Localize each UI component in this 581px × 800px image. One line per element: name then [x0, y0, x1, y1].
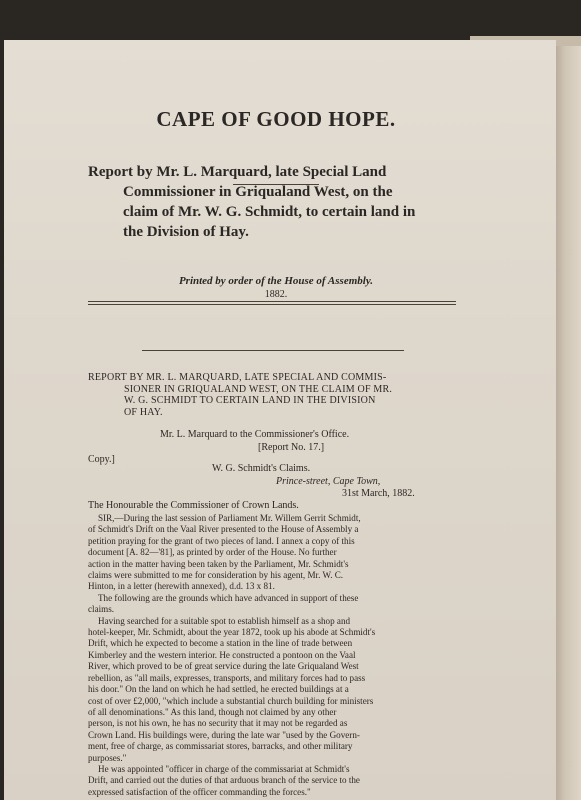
- report-heading-line: OF HAY.: [124, 406, 163, 418]
- body-line: of all denominations." As this land, though not claimed by any other: [88, 706, 337, 717]
- body-line: expressed satisfaction of the officer commanding the forces.": [88, 786, 311, 797]
- body-line: SIR,—During the last session of Parliament Mr. Willem Gerrit Schmidt,: [98, 513, 361, 523]
- body-line: petition praying for the grant of two pieces of land. I annex a copy of this: [88, 535, 355, 546]
- report-heading: [88, 372, 458, 418]
- page-edge-right: [556, 46, 581, 800]
- printed-order-line: Printed by order of the House of Assembly.: [178, 275, 374, 287]
- body-line: person, is not his own, he has no security that it may not be regarded as: [88, 718, 348, 729]
- report-number: [Report No. 17.]: [258, 442, 325, 453]
- copy-label: Copy.]: [88, 454, 115, 465]
- letter-address: Prince-street, Cape Town,: [276, 476, 381, 487]
- body-line: of Schmidt's Drift on the Vaal River presented to the House of Assembly a: [88, 524, 359, 535]
- subtitle-line: the Division of Hay.: [123, 224, 249, 240]
- body-line: document [A. 82—'81], as printed by order of the House. No further: [88, 547, 337, 558]
- body-line: claims.: [88, 604, 115, 615]
- report-heading-line: SIONER IN GRIQUALAND WEST, ON THE CLAIM OF MR.: [124, 383, 393, 395]
- letter-date: 31st March, 1882.: [342, 488, 415, 499]
- section-rule: [88, 301, 456, 302]
- body-line: Having searched for a suitable spot to establish himself as a shop and: [98, 615, 351, 626]
- letter-recipient: The Honourable the Commissioner of Crown Lands.: [88, 500, 299, 511]
- body-line: cost of over £2,000, "which include a substantial church building for ministers: [88, 695, 374, 706]
- letter-subject: W. G. Schmidt's Claims.: [212, 463, 311, 474]
- report-heading-line: W. G. SCHMIDT TO CERTAIN LAND IN THE DIVISION: [124, 395, 376, 406]
- body-line: ment, free of charge, as commissariat stores, barracks, and other military: [88, 741, 353, 752]
- body-line: claims were submitted to me for consideration by his agent, Mr. W. C.: [88, 570, 344, 581]
- body-line: Crown Land. His buildings were, during the late war "used by the Govern-: [88, 729, 360, 740]
- report-subtitle: [88, 162, 468, 242]
- report-heading-line: REPORT BY MR. L. MARQUARD, LATE SPECIAL AND COMMIS-: [88, 372, 387, 383]
- subtitle-line: Commissioner in Griqualand West, on the: [123, 184, 393, 200]
- body-line: Drift, which he expected to become a station in the line of trade between: [88, 638, 353, 649]
- section-rule: [142, 350, 404, 351]
- body-line: River, which proved to be of great service during the late Griqualand West: [88, 661, 359, 672]
- print-year: 1882.: [264, 289, 288, 300]
- letter-body: [88, 513, 458, 798]
- body-line: He was appointed "officer in charge of the commissariat at Schmidt's: [98, 763, 350, 774]
- body-line: hotel-keeper, Mr. Schmidt, about the year 1872, took up his abode at Schmidt's: [88, 627, 376, 638]
- body-line: Hinton, in a letter (herewith annexed), d.d. 13 x 81.: [88, 581, 275, 592]
- letter-from: Mr. L. Marquard to the Commissioner's Office.: [160, 429, 350, 440]
- document-title: CAPE OF GOOD HOPE.: [156, 107, 396, 131]
- subtitle-line: Report by Mr. L. Marquard, late Special Land: [88, 164, 387, 180]
- body-line: purposes.": [88, 752, 127, 763]
- body-line: The following are the grounds which have advanced in support of these: [98, 592, 359, 603]
- body-line: rebellion, as "all mails, expresses, transports, and military forces had to pass: [88, 672, 366, 683]
- section-rule: [88, 304, 456, 305]
- body-line: action in the matter having been taken by the Parliament, Mr. Schmidt's: [88, 558, 349, 569]
- body-line: Drift, and carried out the duties of that arduous branch of the service to the: [88, 775, 360, 786]
- body-line: Kimberley and the western interior. He constructed a pontoon on the Vaal: [88, 649, 356, 660]
- subtitle-line: claim of Mr. W. G. Schmidt, to certain land in: [123, 204, 416, 220]
- body-line: his door." On the land on which he had settled, he erected buildings at a: [88, 684, 349, 695]
